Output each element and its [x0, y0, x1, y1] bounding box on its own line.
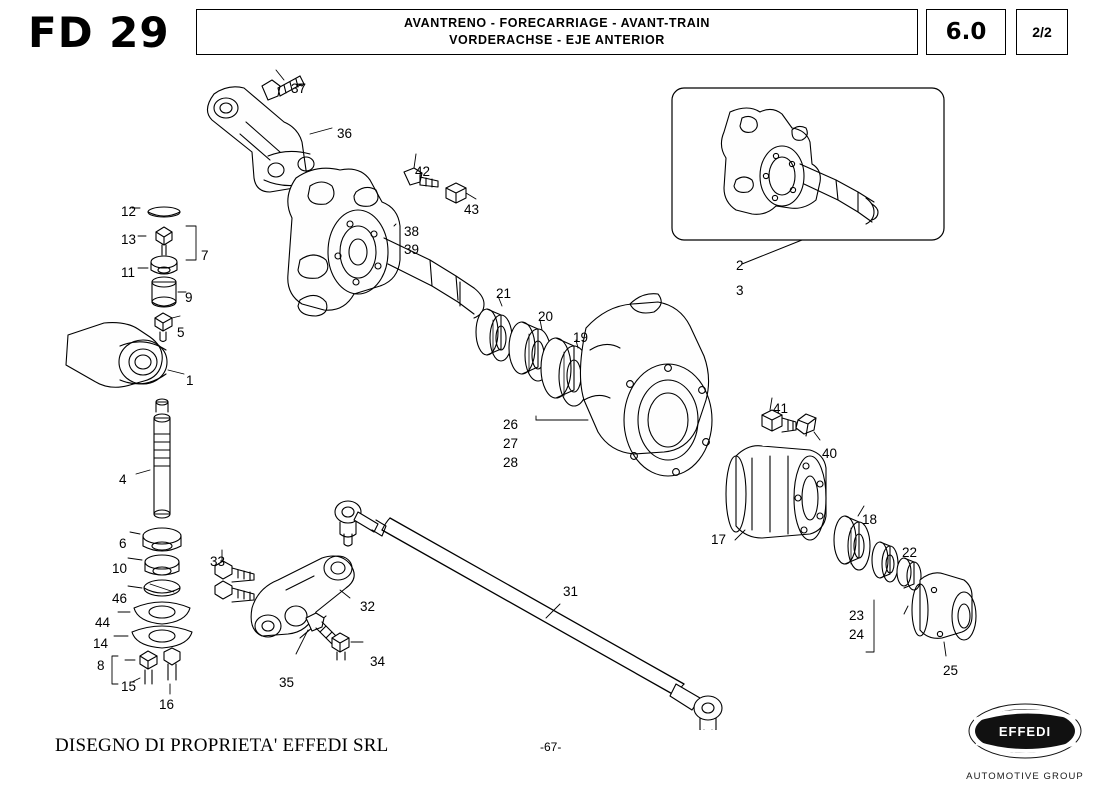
callout-19: 19: [573, 330, 589, 345]
drawing-svg: [0, 60, 1106, 730]
part-4-king-pin: [136, 399, 170, 518]
callout-33: 33: [210, 554, 226, 569]
callout-8: 8: [97, 658, 105, 673]
callout-27: 27: [503, 436, 519, 451]
callout-34: 34: [370, 654, 386, 669]
effedi-logo-icon: [960, 698, 1090, 764]
title-box: [196, 9, 918, 55]
callout-22: 22: [902, 545, 918, 560]
callout-14: 14: [93, 636, 109, 651]
callout-1: 1: [186, 373, 194, 388]
callout-42: 42: [415, 164, 431, 179]
title-line-2: VORDERACHSE - EJE ANTERIOR: [449, 33, 665, 47]
logo-tagline: AUTOMOTIVE GROUP: [966, 771, 1084, 782]
model-code: FD 29: [28, 8, 170, 57]
callout-44: 44: [95, 615, 111, 630]
inset-panel-knuckle: [672, 88, 944, 264]
callout-9: 9: [185, 290, 193, 305]
callout-37: 37: [291, 81, 307, 96]
parts-32-33-34-35-pitman-arm: [215, 550, 363, 660]
page-header: [28, 8, 1078, 60]
title-line-1: AVANTRENO - FORECARRIAGE - AVANT-TRAIN: [403, 16, 711, 30]
ownership-note: DISEGNO DI PROPRIETA' EFFEDI SRL: [55, 735, 389, 756]
callout-20: 20: [538, 309, 554, 324]
brand-logo: [960, 698, 1090, 782]
page-of-indicator: 2/2: [1016, 9, 1068, 55]
callout-3: 3: [736, 283, 744, 298]
callout-17: 17: [711, 532, 727, 547]
callout-36: 36: [337, 126, 353, 141]
callout-31: 31: [563, 584, 579, 599]
callout-23: 23: [849, 608, 865, 623]
callout-5: 5: [177, 325, 185, 340]
callout-46: 46: [112, 591, 128, 606]
callout-25: 25: [943, 663, 959, 678]
parts-19-20-21-bearings: [476, 296, 589, 406]
callout-32: 32: [360, 599, 376, 614]
callout-13: 13: [121, 232, 137, 247]
callout-28: 28: [503, 455, 519, 470]
parts-lower-stack: [112, 528, 192, 694]
parts-40-41-fasteners: [762, 398, 820, 440]
callout-10: 10: [112, 561, 128, 576]
page-number: -67-: [540, 740, 562, 754]
callout-4: 4: [119, 472, 127, 487]
section-number: 6.0: [926, 9, 1006, 55]
callout-11: 11: [121, 265, 136, 280]
exploded-parts-drawing: [0, 60, 1106, 730]
callout-38: 38: [404, 224, 420, 239]
callout-21: 21: [496, 286, 512, 301]
callout-16: 16: [159, 697, 175, 712]
callout-40: 40: [822, 446, 838, 461]
part-31-drag-link: [335, 501, 722, 730]
callout-41: 41: [773, 401, 789, 416]
callout-7: 7: [201, 248, 209, 263]
callout-15: 15: [121, 679, 137, 694]
callout-12: 12: [121, 204, 137, 219]
svg-text:EFFEDI: EFFEDI: [998, 724, 1052, 739]
callout-35: 35: [279, 675, 295, 690]
callout-43: 43: [464, 202, 480, 217]
callout-18: 18: [862, 512, 878, 527]
callout-24: 24: [849, 627, 865, 642]
callout-6: 6: [119, 536, 127, 551]
part-17-drum: [726, 446, 826, 540]
callout-2: 2: [736, 258, 744, 273]
callout-26: 26: [503, 417, 519, 432]
callout-39: 39: [404, 242, 420, 257]
